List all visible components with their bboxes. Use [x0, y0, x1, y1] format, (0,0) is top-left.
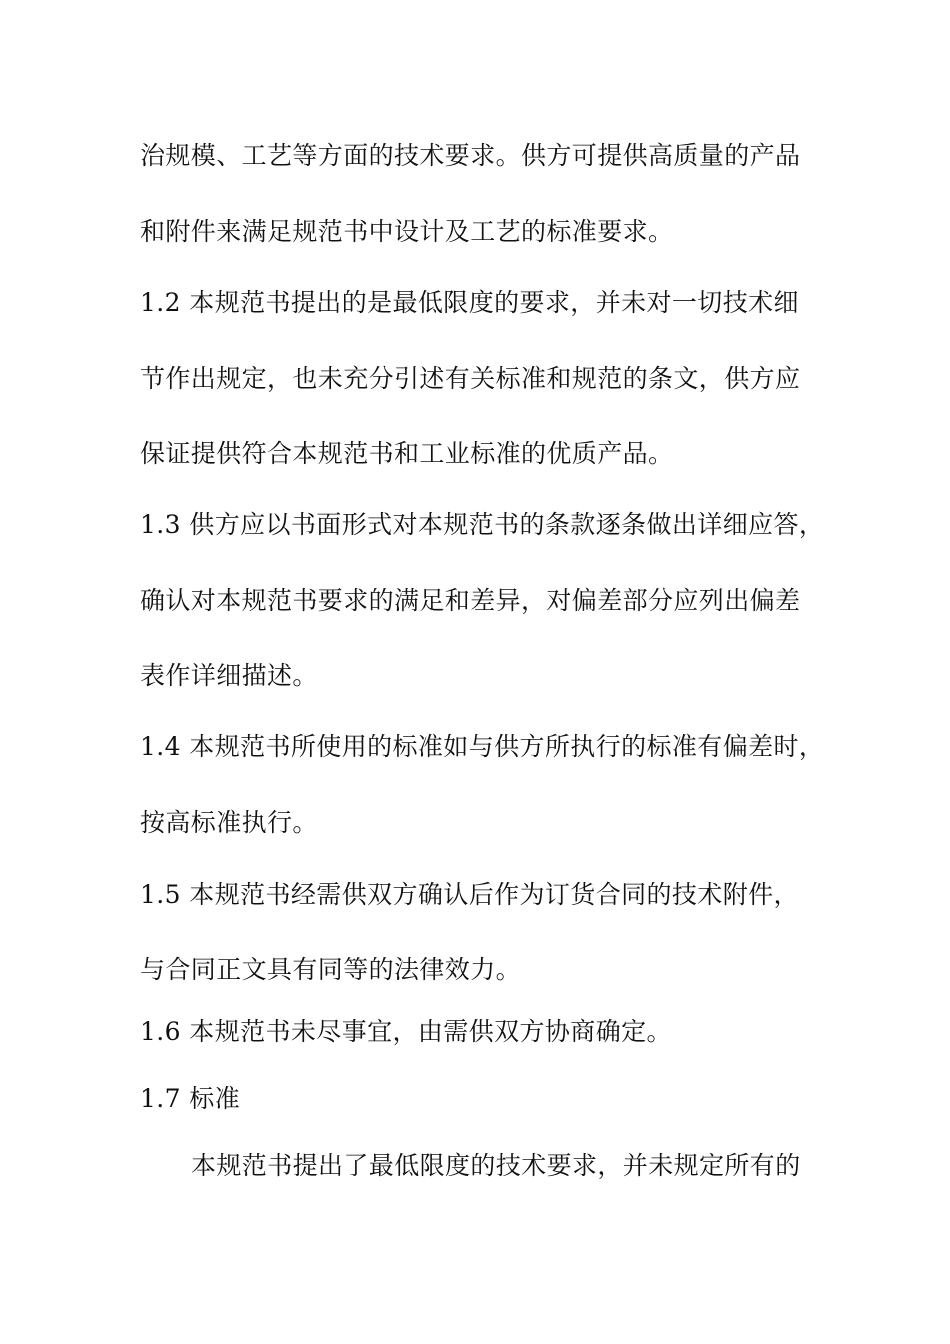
- text-line: 按高标准执行。: [140, 808, 318, 837]
- clause-1-3-line: 1.3 供方应以书面形式对本规范书的条款逐条做出详细应答，: [140, 510, 825, 539]
- clause-1-4-line: 1.4 本规范书所使用的标准如与供方所执行的标准有偏差时，: [140, 732, 825, 761]
- text-line: 保证提供符合本规范书和工业标准的优质产品。: [140, 439, 674, 468]
- text-line: 节作出规定，也未充分引述有关标准和规范的条文，供方应: [140, 364, 801, 393]
- text-line: 本规范书提出了最低限度的技术要求，并未规定所有的: [191, 1151, 801, 1180]
- text-line: 和附件来满足规范书中设计及工艺的标准要求。: [140, 217, 674, 246]
- clause-1-2-line: 1.2 本规范书提出的是最低限度的要求，并未对一切技术细: [140, 288, 799, 317]
- text-line: 表作详细描述。: [140, 661, 318, 690]
- clause-1-7-heading: 1.7 标准: [140, 1084, 241, 1113]
- text-line: 确认对本规范书要求的满足和差异，对偏差部分应列出偏差: [140, 586, 801, 615]
- clause-1-6-line: 1.6 本规范书未尽事宜，由需供双方协商确定。: [140, 1017, 672, 1046]
- text-line: 治规模、工艺等方面的技术要求。供方可提供高质量的产品: [140, 141, 801, 170]
- clause-1-5-line: 1.5 本规范书经需供双方确认后作为订货合同的技术附件，: [140, 880, 799, 909]
- text-line: 与合同正文具有同等的法律效力。: [140, 955, 522, 984]
